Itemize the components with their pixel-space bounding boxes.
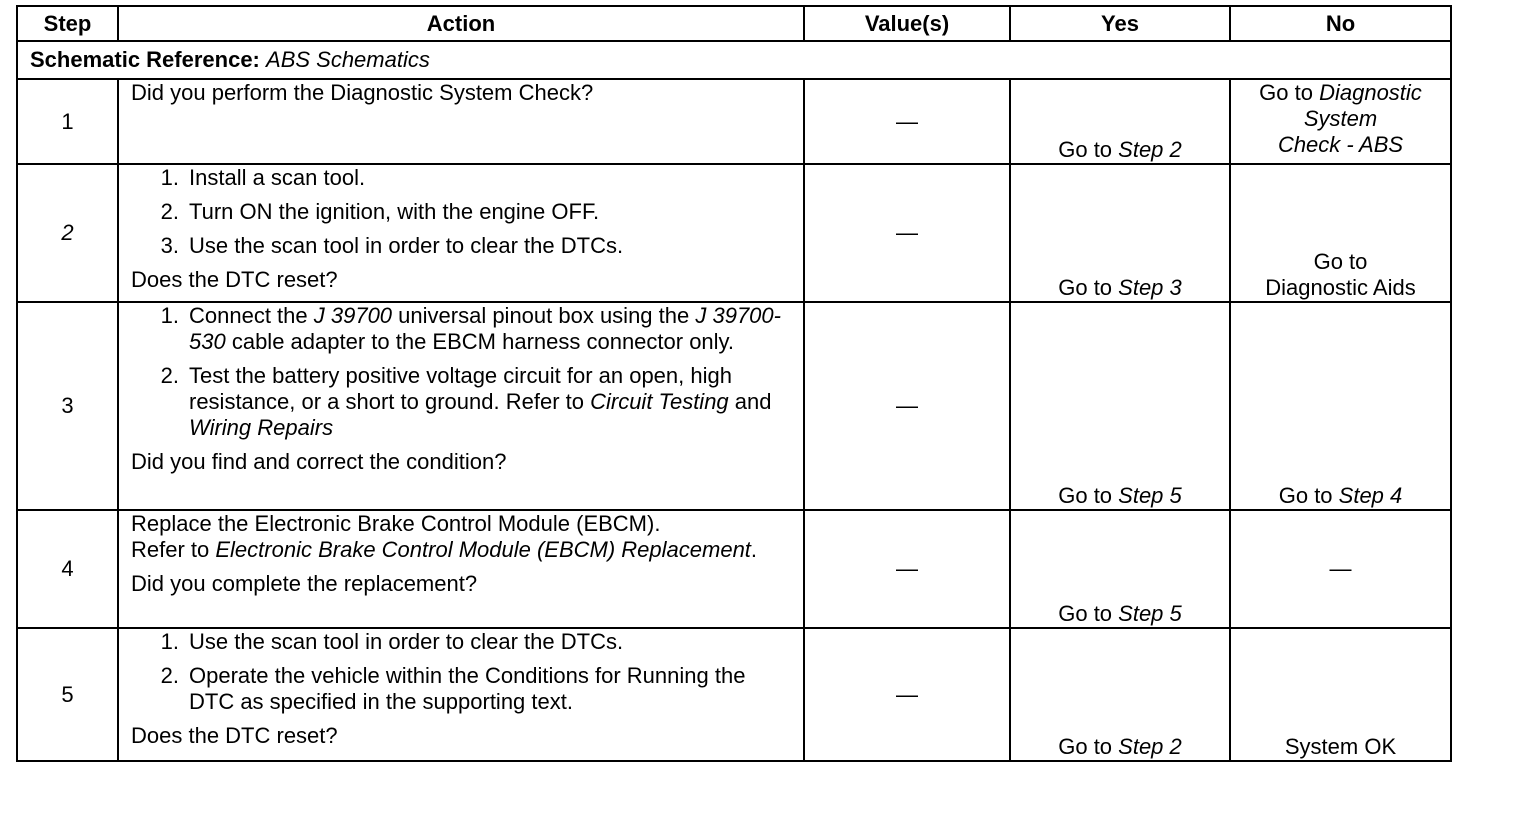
yes-link-step[interactable]: Step 5 (1118, 601, 1182, 626)
schematic-reference (17, 41, 1451, 79)
tool-j39700: J 39700 (313, 303, 393, 328)
yes-link-step[interactable]: Step 2 (1118, 734, 1182, 759)
yes-prefix: Go to (1058, 734, 1119, 759)
link-circuit-testing[interactable]: Circuit Testing (590, 389, 729, 414)
action-text: Replace the Electronic Brake Control Module (EBCM). (131, 511, 661, 536)
list-text: Operate the vehicle within the Conditions for Running the DTC as specified in the supporting text. (189, 663, 746, 714)
list-text: Use the scan tool in order to clear the DTCs. (189, 233, 624, 258)
no-cell (1230, 79, 1451, 164)
yes-cell (1010, 164, 1230, 302)
yes-link-step[interactable]: Step 2 (1118, 137, 1182, 162)
action-list (131, 165, 791, 259)
no-link-diagnostic-aids[interactable]: Diagnostic Aids (1265, 275, 1416, 300)
no-prefix: Go to (1259, 80, 1320, 105)
text-fragment: cable adapter to the EBCM harness connector only. (225, 329, 735, 354)
list-item (131, 663, 791, 715)
action-cell (118, 628, 804, 761)
action-question: Did you perform the Diagnostic System Check? (131, 80, 594, 105)
list-item (131, 303, 791, 355)
list-number: 1. (160, 629, 179, 654)
text-fragment: and (728, 389, 772, 414)
list-number: 2. (160, 199, 179, 224)
list-number: 2. (160, 663, 179, 688)
no-cell: System OK (1230, 628, 1451, 761)
yes-cell (1010, 79, 1230, 164)
header-row (17, 6, 1451, 41)
header-action: Action (118, 6, 804, 41)
table-row-step-2 (17, 164, 1451, 302)
step-number: 5 (17, 628, 118, 761)
link-wiring-repairs[interactable]: Wiring Repairs (189, 415, 334, 440)
text-fragment: universal pinout box using the (392, 303, 696, 328)
header-no: No (1230, 6, 1451, 41)
yes-link-step[interactable]: Step 3 (1118, 275, 1182, 300)
yes-prefix: Go to (1058, 483, 1119, 508)
action-question: Does the DTC reset? (131, 267, 338, 292)
yes-cell (1010, 510, 1230, 628)
no-link-line-2[interactable]: System (1303, 106, 1378, 131)
action-cell (118, 79, 804, 164)
list-text: Use the scan tool in order to clear the DTCs. (189, 629, 624, 654)
link-ebcm-replacement[interactable]: Electronic Brake Control Module (EBCM) Replacement (215, 537, 751, 562)
action-question: Does the DTC reset? (131, 723, 338, 748)
text-fragment: Refer to (131, 537, 216, 562)
yes-cell (1010, 628, 1230, 761)
yes-prefix: Go to (1058, 601, 1119, 626)
text-fragment: Connect the (189, 303, 314, 328)
text-fragment: . (750, 537, 758, 562)
schematic-reference-label: Schematic Reference: (30, 47, 260, 72)
value-cell: — (804, 628, 1010, 761)
no-link-step[interactable]: Step 4 (1338, 483, 1403, 508)
header-yes: Yes (1010, 6, 1230, 41)
value-cell: — (804, 302, 1010, 510)
step-number: 4 (17, 510, 118, 628)
yes-link-step[interactable]: Step 5 (1118, 483, 1182, 508)
step-number: 2 (17, 164, 118, 302)
header-step: Step (17, 6, 118, 41)
header-values: Value(s) (804, 6, 1010, 41)
table-row-step-5 (17, 628, 1451, 761)
action-question: Did you find and correct the condition? (131, 449, 507, 474)
schematic-reference-row (17, 41, 1451, 79)
action-cell (118, 510, 804, 628)
action-cell (118, 302, 804, 510)
yes-cell (1010, 302, 1230, 510)
schematic-reference-link[interactable]: ABS Schematics (266, 47, 430, 72)
step-number: 3 (17, 302, 118, 510)
list-text: Install a scan tool. (189, 165, 366, 190)
diagnostic-table (16, 5, 1452, 762)
table-row-step-1 (17, 79, 1451, 164)
list-text: Turn ON the ignition, with the engine OFF. (189, 199, 600, 224)
tool-j39700-530: J 39700-530 (189, 303, 781, 354)
text-fragment: Test the battery positive voltage circuit for an open, high resistance, or a short to ground. Refer to (189, 363, 732, 414)
yes-prefix: Go to (1058, 137, 1119, 162)
no-line-1: Go to (1313, 249, 1368, 274)
no-cell (1230, 302, 1451, 510)
step-number: 1 (17, 79, 118, 164)
list-item (131, 629, 791, 655)
value-cell: — (804, 79, 1010, 164)
list-item (131, 363, 791, 441)
list-item (131, 199, 791, 225)
list-number: 2. (160, 363, 179, 388)
table-row-step-4 (17, 510, 1451, 628)
action-list (131, 303, 791, 441)
no-cell: — (1230, 510, 1451, 628)
no-cell (1230, 164, 1451, 302)
list-item (131, 233, 791, 259)
list-number: 1. (160, 165, 179, 190)
action-cell (118, 164, 804, 302)
action-refer (131, 537, 791, 563)
value-cell: — (804, 164, 1010, 302)
table-row-step-3 (17, 302, 1451, 510)
no-prefix: Go to (1278, 483, 1339, 508)
no-link-line-3[interactable]: Check - ABS (1277, 132, 1404, 157)
action-list (131, 629, 791, 715)
no-link-line-1[interactable]: Diagnostic (1319, 80, 1422, 105)
list-item (131, 165, 791, 191)
list-number: 1. (160, 303, 179, 328)
list-number: 3. (160, 233, 179, 258)
action-question: Did you complete the replacement? (131, 571, 478, 596)
yes-prefix: Go to (1058, 275, 1119, 300)
list-text (189, 303, 791, 355)
value-cell: — (804, 510, 1010, 628)
list-text (189, 363, 791, 441)
